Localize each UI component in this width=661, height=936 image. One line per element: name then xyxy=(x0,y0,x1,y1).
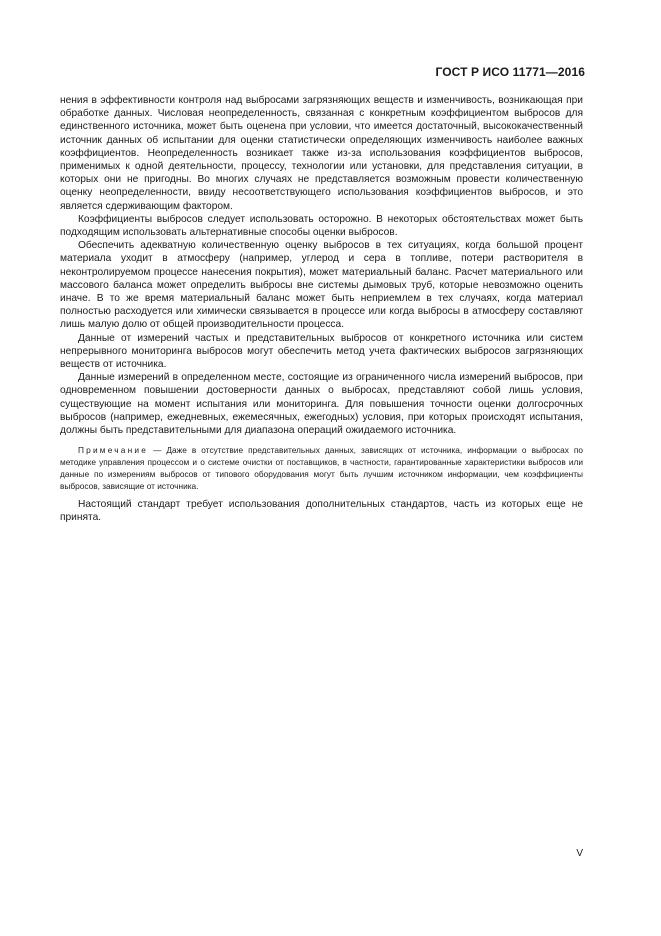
paragraph-closing: Настоящий стандарт требует использования дополнительных стандартов, часть из которых еще не принята. xyxy=(60,499,583,524)
paragraph-material-balance: Обеспечить адекватную количественную оценку выбросов в тех ситуациях, когда большой процент материала уходит в атмосферу (например, углерод и сера в топливе, потери растворителя в неконтролируемом процессе нанесения покрытия), может материальный баланс. Расчет материального или массового баланса может определить выбросы вне системы дымовых труб, которые невозможно оценить иначе. В то же время материальный баланс может быть неприемлем в тех случаях, когда материал полностью расходуется или химически связывается в процессе или когда выбросы в атмосферу составляют лишь малую долю от общей производительности процесса. xyxy=(60,240,583,331)
paragraph-site-measurements: Данные измерений в определенном месте, состоящие из ограниченного числа измерений выбросов, при одновременном повышении достоверности данных о выбросах, представляют собой лишь условия, существующие на момент испытания или мониторинга. Для повышения точности оценки долгосрочных выбросов (например, ежедневных, ежемесячных, ежегодных) условия, при которых происходят испытания, должны быть представительными для диапазона операций ожидаемого источника. xyxy=(60,372,583,437)
paragraph-continuation: нения в эффективности контроля над выбросами загрязняющих веществ и изменчивость, возникающая при обработке данных. Числовая неопределенность, связанная с конкретным коэффициентом выбросов для единственного источника, может быть оценена при условии, что имеется достаточный, высококачественный источник данных об испытании для оценки статистически определяющих изменчивость наиболее важных коэффициентов. Неопределенность возникает также из-за использования коэффициентов выбросов, применимых к одной деятельности, процессу, технологии или установки, для представления ситуации, в которых они не пригодны. Во многих случаях не представляется возможным провести количественную оценку неопределенности, ввиду несоответствующего использования коэффициентов выбросов, и это является сдерживающим фактором. xyxy=(60,95,583,212)
note-text: Даже в отсутствие представительных данных, зависящих от источника, информации о выбросах по методике управления процессом и о системе очистки от поставщиков, в частности, гарантированные характеристики выбросов или данные по измерениям выбросов от типового оборудования могут быть лучшим источником информации, чем коэффициенты выбросов, зависящие от источника. xyxy=(60,445,583,492)
body-text xyxy=(60,94,583,525)
note-label: Примечание xyxy=(78,445,149,456)
paragraph-continuous-monitoring: Данные от измерений частых и представительных выбросов от конкретного источника или систем непрерывного мониторинга выбросов могут обеспечить метод учета фактических выбросов загрязняющих веществ от источника. xyxy=(60,332,583,371)
paragraph-emission-factors-caution: Коэффициенты выбросов следует использовать осторожно. В некоторых обстоятельствах может быть подходящим использовать альтернативные способы оценки выбросов. xyxy=(60,213,583,239)
page-number: V xyxy=(576,848,583,859)
note-separator: — xyxy=(148,445,167,456)
standard-code-header: ГОСТ Р ИСО 11771—2016 xyxy=(435,65,585,79)
note-block xyxy=(60,444,583,492)
